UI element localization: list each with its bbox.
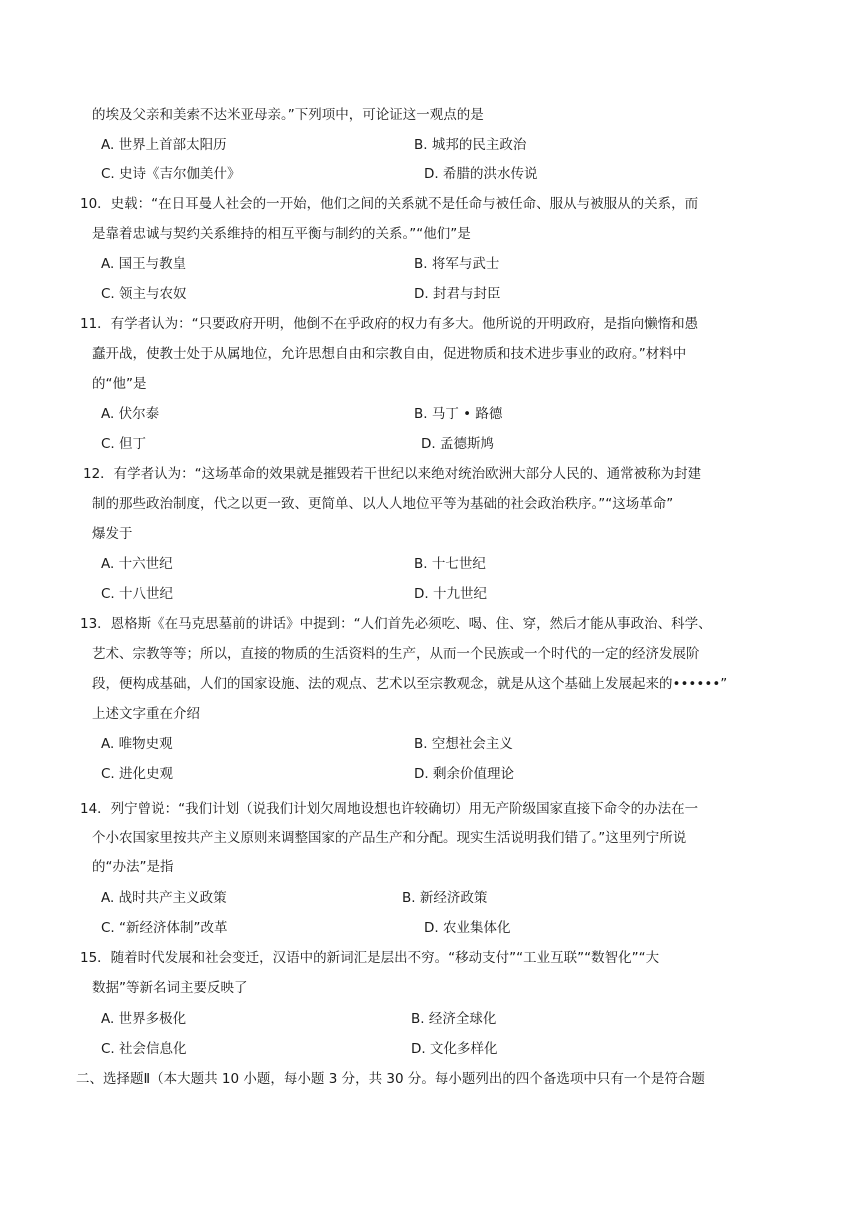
- q13-stem-line1: 13．恩格斯《在马克思墓前的讲话》中提到：“人们首先必须吃、喝、住、穿，然后才能从事政治、科学、: [80, 616, 712, 632]
- q12-option-d[interactable]: D. 十九世纪: [414, 586, 487, 602]
- q14-stem-line2: 个小农国家里按共产主义原则来调整国家的产品生产和分配。现实生活说明我们错了。”这里列宁所说: [92, 830, 687, 846]
- q13-stem-line3: 段，便构成基础，人们的国家设施、法的观点、艺术以至宗教观念，就是从这个基础上发展起来的••••••”: [92, 676, 728, 692]
- q10-option-a[interactable]: A. 国王与教皇: [101, 256, 187, 272]
- q13-stem-line2: 艺术、宗教等等；所以，直接的物质的生活资料的生产，从而一个民族或一个时代的一定的经济发展阶: [92, 646, 700, 662]
- q15-stem-line2: 数据”等新名词主要反映了: [92, 980, 248, 996]
- q11-stem-line3: 的“他”是: [92, 376, 147, 392]
- q11-option-b[interactable]: B. 马丁 • 路德: [414, 406, 503, 422]
- q15-stem-line1: 15．随着时代发展和社会变迁，汉语中的新词汇是层出不穷。“移动支付”“工业互联”“数智化”“大: [80, 950, 660, 966]
- q15-option-c[interactable]: C. 社会信息化: [101, 1041, 187, 1057]
- q13-option-a[interactable]: A. 唯物史观: [101, 736, 173, 752]
- q10-option-c[interactable]: C. 领主与农奴: [101, 286, 187, 302]
- q10-stem-line1: 10．史载：“在日耳曼人社会的一开始，他们之间的关系就不是任命与被任命、服从与被服从的关系，而: [80, 196, 699, 212]
- q11-stem-line1: 11．有学者认为：“只要政府开明，他倒不在乎政府的权力有多大。他所说的开明政府，是指向懒惰和愚: [80, 316, 699, 332]
- q13-option-d[interactable]: D. 剩余价值理论: [414, 766, 514, 782]
- q9-option-c[interactable]: C. 史诗《吉尔伽美什》: [101, 166, 241, 182]
- q12-option-c[interactable]: C. 十八世纪: [101, 586, 174, 602]
- q11-option-c[interactable]: C. 但丁: [101, 436, 147, 452]
- q12-option-a[interactable]: A. 十六世纪: [101, 556, 173, 572]
- q14-option-d[interactable]: D. 农业集体化: [424, 920, 511, 936]
- q12-stem-line1: 12．有学者认为：“这场革命的效果就是摧毁若干世纪以来绝对统治欧洲大部分人民的、通常被称为封建: [83, 466, 702, 482]
- q15-option-d[interactable]: D. 文化多样化: [411, 1041, 498, 1057]
- q12-stem-line2: 制的那些政治制度，代之以更一致、更简单、以人人地位平等为基础的社会政治秩序。”“这场革命”: [92, 496, 674, 512]
- q9-stem-continuation: 的埃及父亲和美索不达米亚母亲。”下列项中，可论证这一观点的是: [92, 107, 484, 123]
- q11-option-d[interactable]: D. 孟德斯鸠: [421, 436, 494, 452]
- q14-option-b[interactable]: B. 新经济政策: [402, 890, 488, 906]
- q14-stem-line1: 14．列宁曾说：“我们计划（说我们计划欠周地设想也许较确切）用无产阶级国家直接下命令的办法在一: [80, 801, 699, 817]
- q15-option-b[interactable]: B. 经济全球化: [411, 1011, 497, 1027]
- q11-option-a[interactable]: A. 伏尔泰: [101, 406, 160, 422]
- section2-heading: 二、选择题Ⅱ（本大题共 10 小题，每小题 3 分，共 30 分。每小题列出的四个备选项中只有一个是符合题: [76, 1071, 705, 1087]
- q14-option-a[interactable]: A. 战时共产主义政策: [101, 890, 227, 906]
- q14-option-c[interactable]: C. “新经济体制”改革: [101, 920, 228, 936]
- q15-option-a[interactable]: A. 世界多极化: [101, 1011, 187, 1027]
- q10-option-b[interactable]: B. 将军与武士: [414, 256, 500, 272]
- q12-stem-line3: 爆发于: [92, 526, 133, 542]
- q13-stem-line4: 上述文字重在介绍: [92, 706, 200, 722]
- q13-option-c[interactable]: C. 进化史观: [101, 766, 174, 782]
- q10-stem-line2: 是靠着忠诚与契约关系维持的相互平衡与制约的关系。”“他们”是: [92, 226, 471, 242]
- q9-option-d[interactable]: D. 希腊的洪水传说: [424, 166, 538, 182]
- q9-option-a[interactable]: A. 世界上首部太阳历: [101, 137, 227, 153]
- q12-option-b[interactable]: B. 十七世纪: [414, 556, 486, 572]
- q14-stem-line3: 的“办法”是指: [92, 859, 174, 875]
- q13-option-b[interactable]: B. 空想社会主义: [414, 736, 513, 752]
- q11-stem-line2: 蠢开战，使教士处于从属地位，允许思想自由和宗教自由，促进物质和技术进步事业的政府。”材料中: [92, 346, 687, 362]
- q9-option-b[interactable]: B. 城邦的民主政治: [414, 137, 527, 153]
- q10-option-d[interactable]: D. 封君与封臣: [414, 286, 501, 302]
